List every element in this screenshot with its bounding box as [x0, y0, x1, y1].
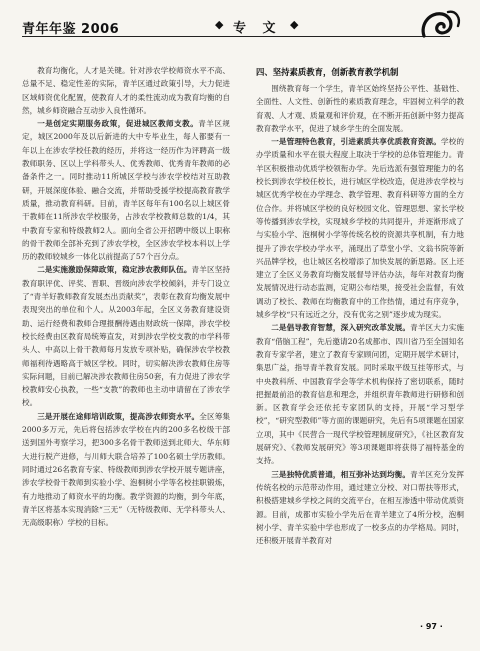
- paragraph: 教育均衡化，人才是关键。针对涉农学校师资水平不高、总量不足、稳定性差的实际，青羊区通过政策引导，大力促进区域师资优化配置，使教育人才的柔性流动成为教育均衡的自然，城乡师资融合互动步入良性循环。: [22, 66, 230, 115]
- paragraph: 围绕教育每一个学生，青羊区始终坚持公平性、基础性、全面性、人文性、创新性的素质教育理念，牢固树立科学的教育观、人才观、质量观和评价观，在不断开拓创新中努力提高教育教学水平，促进了城乡学生的全面发展。: [256, 84, 464, 133]
- paragraph: [22, 117, 230, 263]
- paragraph: [22, 410, 230, 530]
- paragraph-body: 青羊区坚持教育职评优、评奖、晋职、晋级向涉农学校倾斜，并专门设立了“青羊好教师教育发展杰出贡献奖”，表彰在教育均衡发展中表现突出的单位和个人。从2003年起，全区义务教育建设资助、运行经费和教师合理报酬待遇由财政统一保障，涉农学校校长经费由区教育局统筹直发，对到涉农学校支教的市学科带头人、中高以上骨干教师每月发放专项补贴，确保涉农学校教师福利待遇略高于城区学校。同时，切实解决涉农教师住房等实际问题，目前已解决涉农教师住房50套，有力促进了涉农学校教师安心执教，一些“支教”的教师也主动申请留在了涉农学校。: [22, 265, 231, 408]
- subheading: 二是倡导教育智慧，深入研究改革发展。: [271, 323, 411, 333]
- paragraph: [256, 468, 464, 548]
- paragraph-body: 全区筹集2000多万元，先后将包括涉农学校在内的200多名校级干部送到国外考察学习，把300多名骨干教师送到北师大、华东师大进行脱产进修，与川师大联合培养了100名硕士学历教师。同时通过26名教育专家、特级教师到涉农学校开展专题讲座，涉农学校骨干教师到实验小学、泡桐树小学等名校挂职锻炼，有力地推动了师资水平的均衡。教学资源的均衡，到今年底，青羊区将基本实现消除“三无”（无特级教师、无学科带头人、无高级职称）学校的目标。: [22, 411, 231, 528]
- paragraph: [256, 135, 464, 321]
- diamond-right-icon: ◆: [290, 18, 299, 31]
- paragraph-body: 学校的办学质量和水平在很大程度上取决于学校的总体管理能力。青羊区积极推动优质学校领衔办学。先后选派有强管理能力的名校长到涉农学校任校长，进行城区学校改造，促进涉农学校与城区优秀学校在办学理念、教学管理、教育科研等方面的全方位合作。并将城区学校的良好校园文化、管理思想、家长学校等传播到涉农学校，实现城乡学校的共同提升，并逐渐形成了与实验小学、泡桐树小学等传统名校的资源共享机制，有力地提升了涉农学校办学水平，涌现出了草堂小学、文翁书院等新兴品牌学校，也让城区名校增添了加快发展的新思路。区上还建立了全区义务教育均衡发展督导评估办法，每年对教育均衡发展情况进行动态监测，定期公布结果，接受社会监督，有效调动了校长、教师在均衡教育中的工作热情，通过有序竞争，城乡学校“只有远近之分，没有优劣之别”逐步成为现实。: [256, 137, 464, 320]
- subheading: 一是管理特色教育，引进素质共享优质教育资源。: [271, 137, 441, 147]
- swirl-ornament-icon: [418, 6, 462, 42]
- paragraph-body: 青羊区充分发挥传统名校的示范带动作用，通过建立分校、对口帮扶等形式，积极搭建城乡学校之间的交流平台，在相互渗透中带动优质资源。目前，成都市实验小学先后在青羊建立了4所分校，泡桐树小学、青羊实验中学也形成了一校多点的办学格局。同时，还积极开展青羊教育对: [256, 469, 465, 546]
- header-rule: [22, 36, 450, 37]
- subheading: 二是实施激励保障政策，稳定涉农教师队伍。: [37, 265, 192, 275]
- right-column: [256, 64, 464, 547]
- journal-title: 青年年鉴 2006: [22, 22, 120, 37]
- section-heading: 四、坚持素质教育，创新教育教学机制: [256, 67, 399, 77]
- paragraph-body: 青羊区规定，城区2000年及以后新进的大中专毕业生，每人都要有一年以上在涉农学校任教的经历，并将这一经历作为评聘高一级教师职务、区以上学科带头人、优秀教师、优秀青年教师的必备条件之一。同时推动11所城区学校与涉农学校结对互助教研，开展深度体验、融合交流，并帮助受援学校提高教育教学质量，推动教育科研。目前，青羊区每年有100名以上城区骨干教师在11所涉农学校服务，占涉农学校教师总数的1/4，其中教育专家和特级教师2人。面向全省公开招聘中级以上职称的骨干教师全部补充到了涉农学校，全区涉农学校本科以上学历的教师较城乡一体化以前提高了57个百分点。: [22, 119, 231, 262]
- section-name: 专 文: [233, 21, 282, 36]
- paragraph: [256, 321, 464, 467]
- running-header: [0, 0, 480, 44]
- subheading: 三是开展在途师培训政策，提高涉农师资水平。: [37, 411, 200, 421]
- subheading: 一是创定实期服务政策，促进城区教师支教。: [37, 119, 199, 129]
- left-column: [22, 64, 230, 529]
- page-number: · 97 ·: [420, 622, 443, 631]
- diamond-left-icon: ◆: [215, 18, 224, 31]
- subheading: 三是独特优质普通，相互弥补达到均衡。: [271, 469, 411, 479]
- paragraph-body: 青羊区大力实施教育“借脑工程”，先后邀请20名成都市、四川省乃至全国知名教育专家学者，建立了教育专家顾问团，定期开展学术研讨，集思广益，指导青羊教育发展。同时采取平级互挂等形式，与中央教科所、中国教育学会等学术机构保持了密切联系，随时把握最前沿的教育信息和理念，并组织青年教师进行研修和创新。区教育学会还依托专家团队的支持，开展“学习型学校”，“研究型教师”等方面的课题研究，先后有5项课题在国家立项，其中《民营合一现代学校管理制度研究》，《社区教育发展研究》、《教师发展研究》等3项课题即将获得了福特基金的支持。: [256, 323, 465, 466]
- paragraph: [22, 263, 230, 409]
